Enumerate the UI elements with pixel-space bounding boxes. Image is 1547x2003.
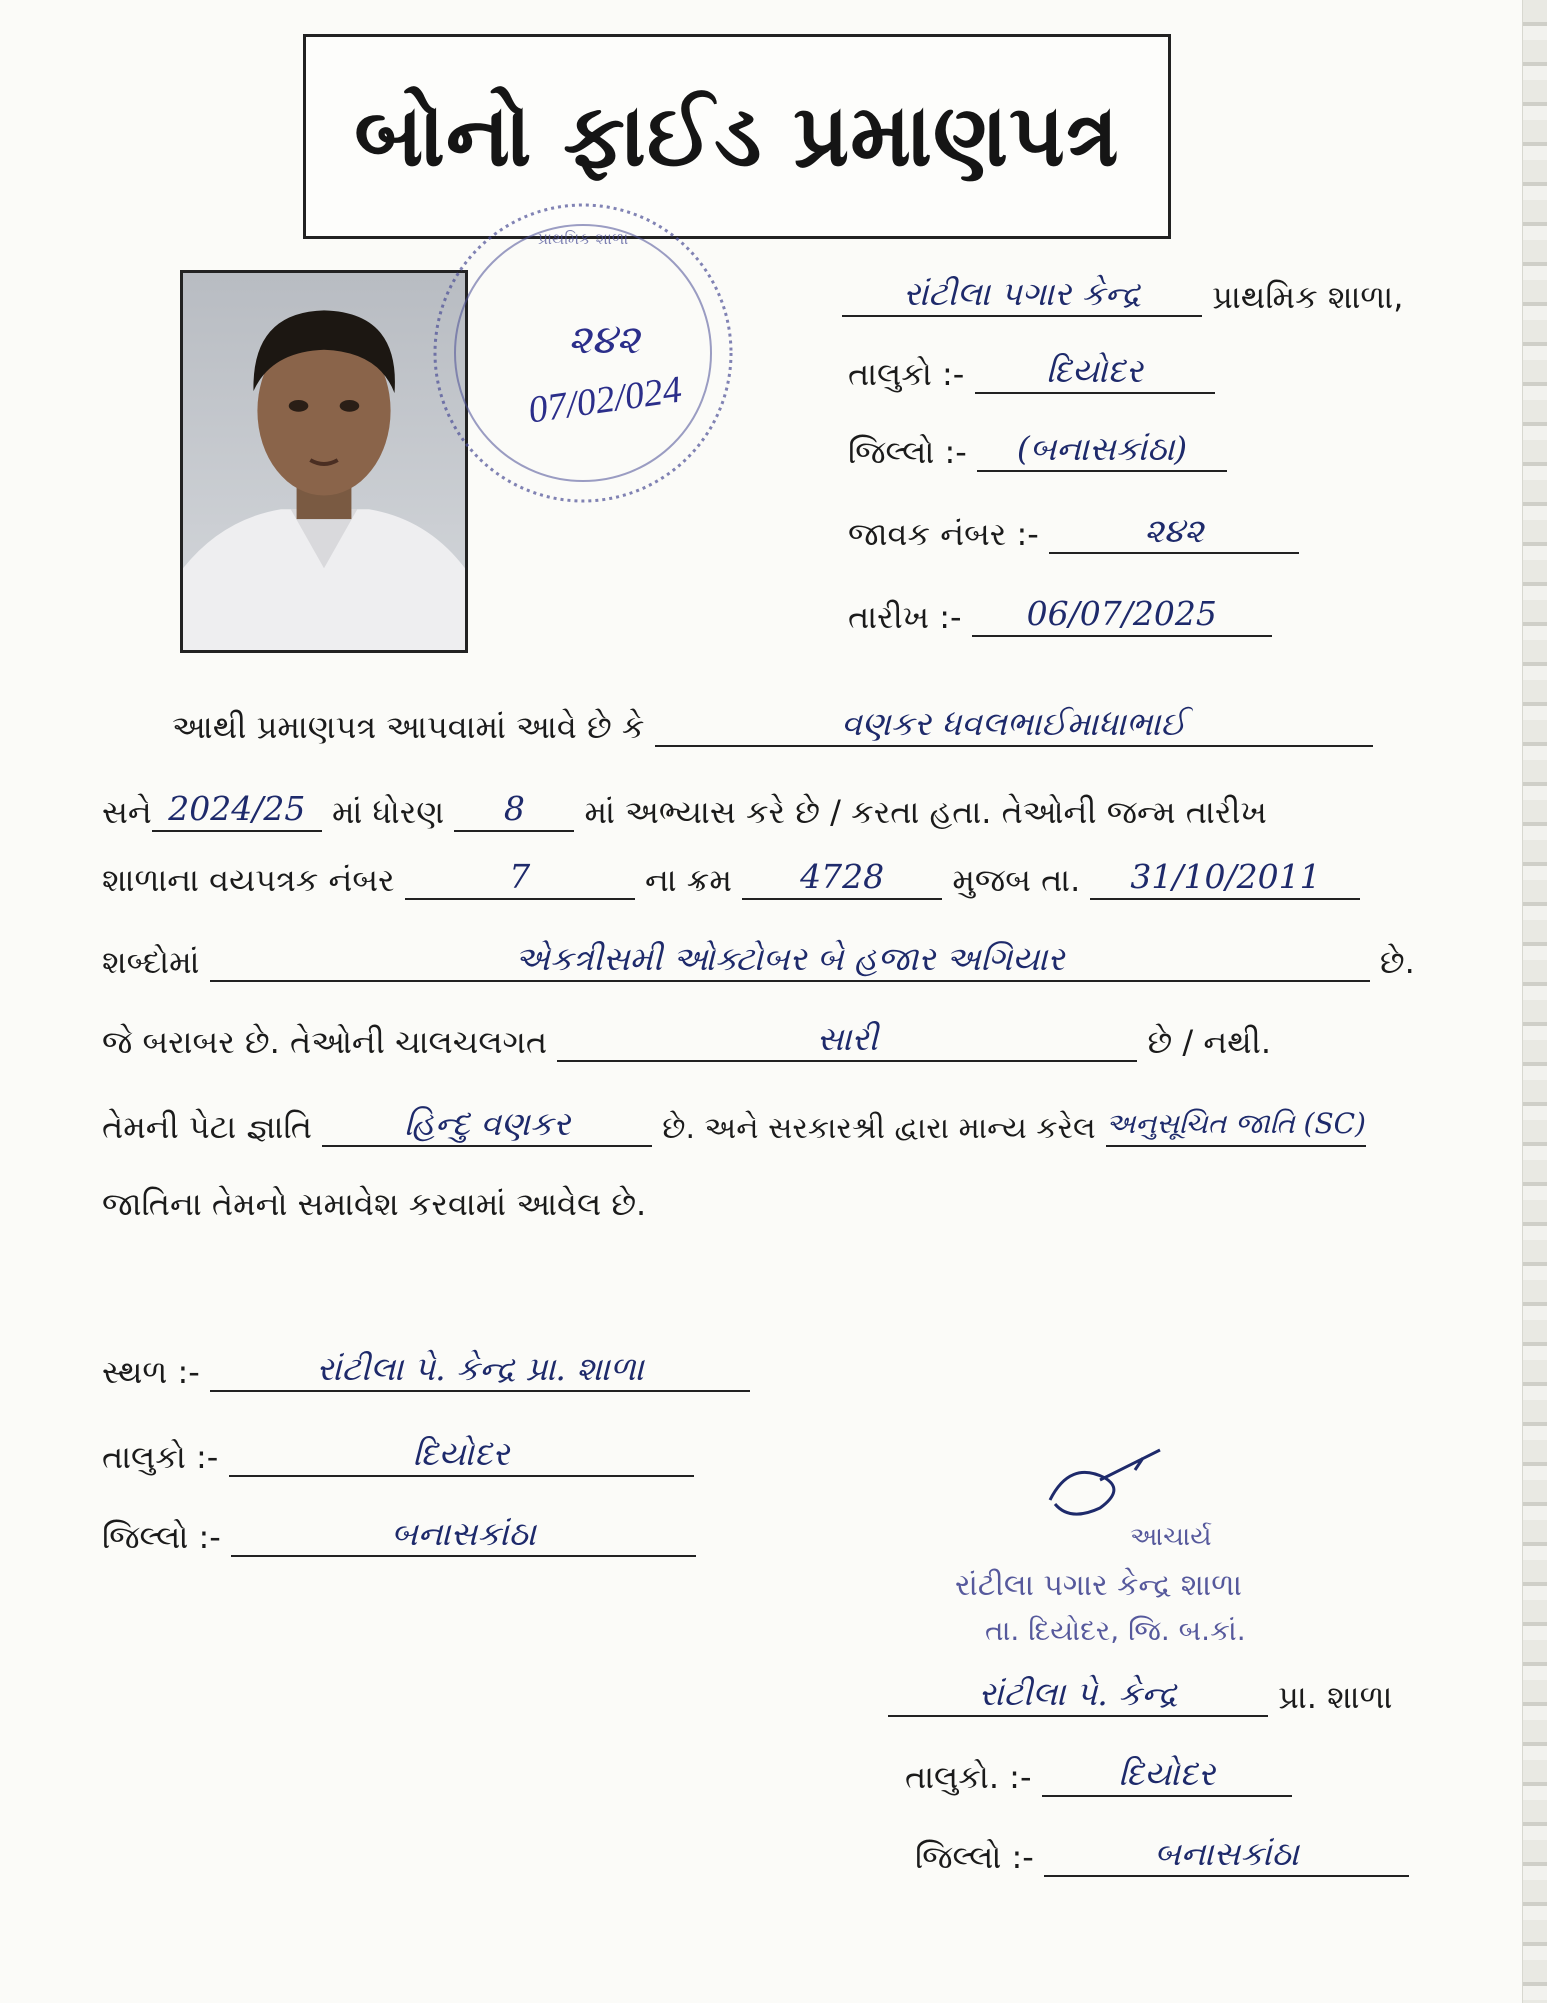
sign-district-label: જિલ્લો :-: [915, 1838, 1034, 1876]
office-seal: [418, 188, 748, 518]
birthdate-prefix: મુજબ તા.: [952, 861, 1081, 899]
standard-prefix: માં ધોરણ: [331, 793, 445, 831]
header-outward-label: જાવક નંબર :-: [848, 515, 1039, 553]
seal-date: 07/02/024: [525, 368, 685, 432]
sign-taluka-line: [905, 1755, 1292, 1797]
principal-stamp: [930, 1430, 1370, 1670]
header-outward-value: ૨૪૨: [1049, 512, 1299, 554]
sign-taluka-value: દિયોદર: [1042, 1755, 1292, 1797]
place-taluka-label: તાલુકો :-: [102, 1438, 219, 1476]
stamp-role: આચાર્ય: [1130, 1522, 1212, 1552]
register-prefix: શાળાના વયપત્રક નંબર: [102, 861, 395, 899]
body-line-1: [172, 705, 1373, 747]
place-district-label: જિલ્લો :-: [102, 1518, 221, 1556]
header-district-label: જિલ્લો :-: [848, 433, 967, 471]
year-prefix: સને: [102, 793, 152, 831]
place-label: સ્થળ :-: [102, 1353, 200, 1391]
category-prefix: છે. અને સરકારશ્રી દ્વારા માન્ય કરેલ: [662, 1111, 1096, 1146]
stamp-address: તા. દિયોદર, જિ. બ.કાં.: [985, 1614, 1246, 1647]
place-line: [102, 1350, 750, 1392]
body-line-3: [102, 858, 1360, 900]
body-line-5: [102, 1020, 1271, 1062]
student-name-value: વણકર ધવલભાઈમાધાભાઈ: [655, 705, 1373, 747]
sign-school-line: [888, 1675, 1392, 1717]
words-suffix: છે.: [1379, 943, 1415, 981]
place-value: રાંટીલા પે. કેન્દ્ર પ્રા. શાળા: [210, 1350, 750, 1392]
body-line-2: [102, 790, 1267, 832]
sign-district-line: [915, 1835, 1409, 1877]
register-no-value: 7: [405, 858, 635, 900]
conduct-prefix: જે બરાબર છે. તેઓની ચાલચલગત: [102, 1023, 548, 1061]
subcaste-value: હિન્દુ વણકર: [322, 1105, 652, 1147]
sign-taluka-label: તાલુકો. :-: [905, 1758, 1032, 1796]
place-taluka-line: [102, 1435, 694, 1477]
body-line-4: [102, 940, 1415, 982]
year-value: 2024/25: [152, 790, 322, 832]
header-date-label: તારીખ :-: [848, 598, 962, 636]
certificate-title: બોનો ફાઈડ પ્રમાણપત્ર: [354, 85, 1120, 186]
header-taluka-line: [848, 352, 1215, 394]
header-taluka-label: તાલુકો :-: [848, 355, 965, 393]
subcaste-prefix: તેમની પેટા જ્ઞાતિ: [102, 1108, 312, 1146]
header-taluka-value: દિયોદર: [975, 352, 1215, 394]
category-value: અનુસૂચિત જાતિ (SC): [1106, 1105, 1366, 1147]
standard-value: 8: [454, 790, 574, 832]
body-line-6: [102, 1105, 1366, 1147]
header-date-value: 06/07/2025: [972, 595, 1272, 637]
conduct-suffix: છે / નથી.: [1147, 1023, 1272, 1061]
sign-school-suffix: પ્રા. શાળા: [1278, 1678, 1393, 1716]
sign-school-value: રાંટીલા પે. કેન્દ્ર: [888, 1675, 1268, 1717]
place-district-line: [102, 1515, 696, 1557]
place-district-value: બનાસકાંઠા: [231, 1515, 696, 1557]
svg-text:પ્રાથમિક શાળા: પ્રાથમિક શાળા: [537, 229, 629, 248]
header-school-line: [842, 275, 1403, 317]
body-intro: આથી પ્રમાણપત્ર આપવામાં આવે છે કે: [172, 708, 645, 746]
conduct-value: સારી: [557, 1020, 1137, 1062]
place-taluka-value: દિયોદર: [229, 1435, 694, 1477]
study-text: માં અભ્યાસ કરે છે / કરતા હતા. તેઓની જન્મ તારીખ: [584, 793, 1267, 831]
header-district-value: (બનાસકાંઠા): [977, 430, 1227, 472]
birth-date-value: 31/10/2011: [1090, 858, 1360, 900]
seal-inward-number: ૨૪૨: [568, 317, 640, 362]
header-outward-line: [848, 512, 1299, 554]
birth-words-value: એકત્રીસમી ઓક્ટોબર બે હજાર અગિયાર: [210, 940, 1370, 982]
scanned-page-edge: [1522, 0, 1547, 2003]
header-date-line: [848, 595, 1272, 637]
body-line-7: [102, 1185, 646, 1224]
serial-no-value: 4728: [742, 858, 942, 900]
serial-prefix: ના ક્રમ: [644, 861, 732, 899]
header-school-suffix: પ્રાથમિક શાળા,: [1212, 278, 1404, 316]
stamp-school: રાંટીલા પગાર કેન્દ્ર શાળા: [955, 1568, 1242, 1603]
sign-district-value: બનાસકાંઠા: [1044, 1835, 1409, 1877]
body-closing: જાતિના તેમનો સમાવેશ કરવામાં આવેલ છે.: [102, 1185, 647, 1223]
words-prefix: શબ્દોમાં: [102, 943, 200, 981]
header-district-line: [848, 430, 1227, 472]
header-school-value: રાંટીલા પગાર કેન્દ્ર: [842, 275, 1202, 317]
